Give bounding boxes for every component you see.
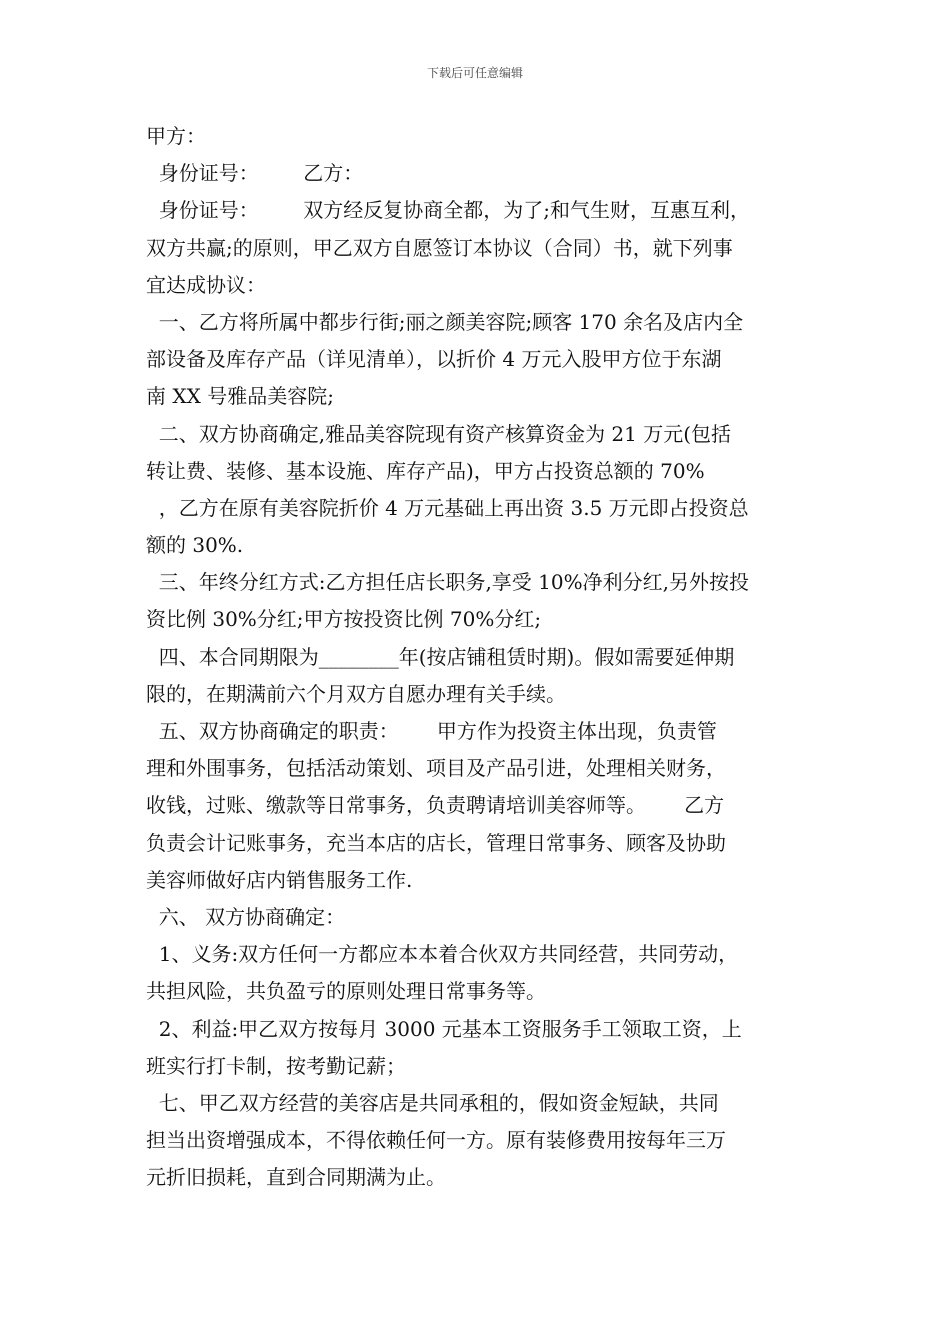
- text-line: 转让费、装修、基本设施、库存产品)，甲方占投资总额的 70%: [146, 458, 705, 483]
- text-line: 1、义务:双方任何一方都应本本着合伙双方共同经营，共同劳动，: [146, 942, 739, 967]
- text-line: 七、甲乙双方经营的美容店是共同承租的，假如资金短缺，共同: [146, 1090, 719, 1115]
- text-line: 共担风险，共负盈亏的原则处理日常事务等。: [146, 979, 546, 1004]
- text-line: 双方共赢;的原则，甲乙双方自愿签订本协议（合同）书，就下列事: [146, 235, 733, 260]
- text-line: 2、利益:甲乙双方按每月 3000 元基本工资服务手工领取工资，上: [146, 1016, 742, 1041]
- text-line: 收钱，过账、缴款等日常事务，负责聘请培训美容师等。 乙方: [146, 793, 725, 818]
- text-line: 理和外围事务，包括活动策划、项目及产品引进，处理相关财务，: [146, 756, 726, 781]
- text-line: 三、年终分红方式:乙方担任店长职务,享受 10%净利分红,另外按投: [146, 570, 749, 595]
- text-line: 宜达成协议：: [146, 272, 266, 297]
- text-line: 一、乙方将所属中都步行街;丽之颜美容院;顾客 170 余名及店内全: [146, 309, 744, 334]
- text-line: 美容师做好店内销售服务工作.: [146, 867, 413, 892]
- text-line: 甲方：: [146, 124, 206, 148]
- text-line: 额的 30%.: [146, 533, 244, 558]
- text-line: 二、双方协商确定,雅品美容院现有资产核算资金为 21 万元(包括: [146, 421, 732, 446]
- text-line: 南 XX 号雅品美容院;: [146, 384, 334, 409]
- text-line: 担当出资增强成本，不得依赖任何一方。原有装修费用按每年三万: [146, 1128, 726, 1153]
- text-line: 部设备及库存产品（详见清单），以折价 4 万元入股甲方位于东湖: [146, 347, 722, 372]
- text-line: 身份证号： 双方经反复协商全都，为了;和气生财，互惠互利，: [146, 198, 750, 223]
- text-line: 四、本合同期限为________年(按店铺租赁时期)。假如需要延伸期: [146, 644, 735, 669]
- text-line: ，乙方在原有美容院折价 4 万元基础上再出资 3.5 万元即占投资总: [146, 495, 749, 520]
- text-line: 元折旧损耗，直到合同期满为止。: [146, 1165, 446, 1190]
- text-line: 负责会计记账事务，充当本店的店长，管理日常事务、顾客及协助: [146, 830, 726, 855]
- text-line: 资比例 30%分红;甲方按投资比例 70%分红;: [146, 607, 542, 632]
- page-header: 下载后可任意编辑: [426, 66, 523, 80]
- text-line: 班实行打卡制，按考勤记薪；: [146, 1053, 406, 1078]
- text-line: 限的，在期满前六个月双方自愿办理有关手续。: [146, 681, 566, 706]
- text-line: 身份证号： 乙方：: [146, 161, 364, 186]
- text-line: 六、 双方协商确定：: [146, 904, 346, 929]
- document-body: [146, 118, 816, 1196]
- text-line: 五、双方协商确定的职责： 甲方作为投资主体出现，负责管: [146, 719, 717, 743]
